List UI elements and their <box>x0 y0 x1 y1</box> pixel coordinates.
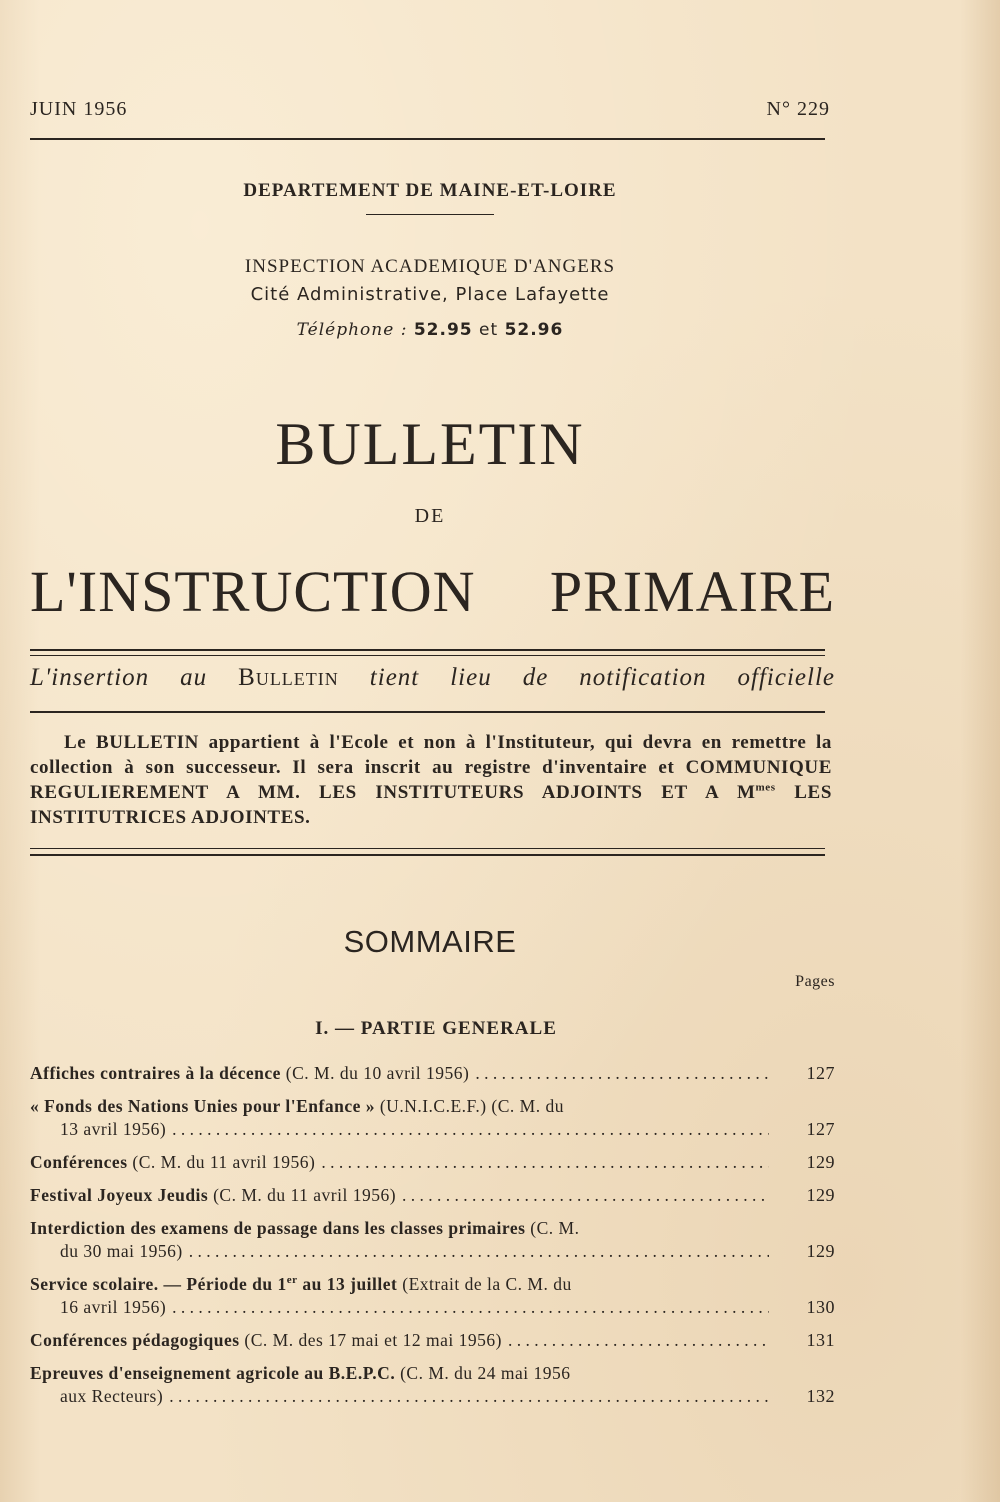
insertion-text-a: L'insertion au <box>30 664 208 691</box>
toc-entry-text <box>30 1062 469 1085</box>
toc-entry <box>30 1184 835 1207</box>
toc-entry-rest: (C. M. des 17 mai et 12 mai 1956) <box>239 1330 502 1350</box>
dot-leader <box>169 1385 769 1408</box>
double-rule-bottom-b <box>30 854 825 856</box>
inspection-heading: INSPECTION ACADEMIQUE D'ANGERS <box>244 256 616 277</box>
toc-line <box>30 1329 835 1352</box>
toc-entry-continuation: aux Recteurs) <box>60 1386 164 1406</box>
toc-entry-rest: (C. M. du 10 avril 1956) <box>280 1063 470 1083</box>
summary-title: SOMMAIRE <box>343 924 517 959</box>
toc-entry-rest: (C. M. du 11 avril 1956) <box>208 1185 397 1205</box>
notice-rule <box>30 711 825 713</box>
ownership-text-end: LES INSTITUTRICES ADJOINTES. <box>30 782 832 828</box>
insertion-text-c: tient lieu de notification officielle <box>369 664 836 691</box>
toc-page-number: 127 <box>806 1119 835 1139</box>
title-instruction-primaire: L'INSTRUCTION PRIMAIRE <box>30 559 835 624</box>
toc-entry-text <box>30 1329 502 1352</box>
toc-entry-text <box>30 1095 835 1118</box>
section-heading: I. — PARTIE GENERALE <box>315 1018 557 1039</box>
toc-page-number: 130 <box>806 1297 835 1317</box>
toc-page-number: 129 <box>806 1152 835 1172</box>
phone-number-1: 52.95 <box>413 320 473 340</box>
toc-entry <box>30 1151 835 1174</box>
toc-entry <box>30 1329 835 1352</box>
toc-entry-bold: Affiches contraires à la décence <box>30 1063 281 1083</box>
toc-entry <box>30 1273 835 1319</box>
toc-entry-text <box>30 1362 835 1385</box>
toc-entry-continuation: 13 avril 1956) <box>60 1119 167 1139</box>
dot-leader <box>189 1240 769 1263</box>
toc-page-number: 129 <box>806 1185 835 1205</box>
toc-page-number: 127 <box>806 1063 835 1083</box>
toc-entry-bold: Conférences <box>30 1152 128 1172</box>
dot-leader <box>172 1118 769 1141</box>
toc-entry-bold: Interdiction des examens de passage dans les classes primaires <box>30 1218 526 1238</box>
toc-line <box>30 1062 835 1085</box>
toc-entry-text <box>30 1217 835 1240</box>
toc-line <box>30 1385 835 1408</box>
department-underline <box>366 214 494 215</box>
toc-entry <box>30 1362 835 1408</box>
toc-entry-bold: Service scolaire. — Période du 1 <box>30 1274 287 1294</box>
pages-column-label: Pages <box>795 973 835 990</box>
toc-entry-text <box>30 1184 396 1207</box>
insertion-bulletin: Bulletin <box>238 664 339 691</box>
title-de: DE <box>414 505 446 527</box>
phone-label: Téléphone : <box>296 320 408 340</box>
toc-entry-bold: Epreuves d'enseignement agricole au B.E.P.C. <box>30 1363 396 1383</box>
toc-entry <box>30 1095 835 1141</box>
dot-leader <box>402 1184 769 1207</box>
toc-entry-rest: (C. M. <box>525 1218 580 1238</box>
toc-entry-text <box>30 1151 315 1174</box>
toc-page-number: 132 <box>806 1386 835 1406</box>
issue-number: N° 229 <box>766 98 830 120</box>
dot-leader <box>172 1296 769 1319</box>
toc-line <box>30 1296 835 1319</box>
toc-line <box>30 1240 835 1263</box>
phone-line <box>0 320 860 340</box>
dot-leader <box>475 1062 769 1085</box>
phone-number-2: 52.96 <box>504 320 564 340</box>
toc-line <box>30 1184 835 1207</box>
toc-entry-bold: Conférences pédagogiques <box>30 1330 240 1350</box>
issue-date: JUIN 1956 <box>30 98 128 120</box>
ownership-text-main: Le BULLETIN appartient à l'Ecole et non à l'Instituteur, qui devra en remettre la collection à son successeur. Il sera inscrit au registre d'inventaire et COMMUNIQUE REGULIEREMENT A MM. LES INSTITUTEURS ADJOINTS ET A M <box>30 732 832 803</box>
toc-line <box>30 1151 835 1174</box>
dot-leader <box>508 1329 769 1352</box>
toc-entry-bold: « Fonds des Nations Unies pour l'Enfance » <box>30 1096 375 1116</box>
toc-entry-rest: (Extrait de la C. M. du <box>397 1274 572 1294</box>
double-rule-top-b <box>30 655 825 656</box>
toc-entry-rest: (C. M. du 11 avril 1956) <box>127 1152 316 1172</box>
toc-entry <box>30 1217 835 1263</box>
toc-entry-sup: er <box>286 1274 298 1287</box>
toc-entry-continuation: 16 avril 1956) <box>60 1297 167 1317</box>
address-line: Cité Administrative, Place Lafayette <box>250 284 610 305</box>
toc-entry-continuation: du 30 mai 1956) <box>60 1241 183 1261</box>
table-of-contents <box>30 1062 835 1418</box>
toc-entry-bold-2: au 13 juillet <box>297 1274 398 1294</box>
header-rule <box>30 138 825 140</box>
toc-page-number: 131 <box>806 1330 835 1350</box>
notification-notice <box>30 664 835 692</box>
toc-entry <box>30 1062 835 1085</box>
title-bulletin: BULLETIN <box>275 411 585 477</box>
toc-entry-rest: (U.N.I.C.E.F.) (C. M. du <box>374 1096 564 1116</box>
double-rule-bottom-a <box>30 848 825 849</box>
double-rule-top-a <box>30 649 825 651</box>
department-heading: DEPARTEMENT DE MAINE-ET-LOIRE <box>243 180 617 201</box>
ownership-paragraph <box>30 730 832 830</box>
ownership-text <box>30 730 832 830</box>
toc-page-number: 129 <box>806 1241 835 1261</box>
ownership-sup: mes <box>755 781 776 794</box>
toc-line <box>30 1118 835 1141</box>
toc-entry-bold: Festival Joyeux Jeudis <box>30 1185 209 1205</box>
toc-entry-text <box>30 1273 835 1296</box>
toc-entry-rest: (C. M. du 24 mai 1956 <box>395 1363 571 1383</box>
phone-and: et <box>479 320 499 340</box>
dot-leader <box>321 1151 769 1174</box>
